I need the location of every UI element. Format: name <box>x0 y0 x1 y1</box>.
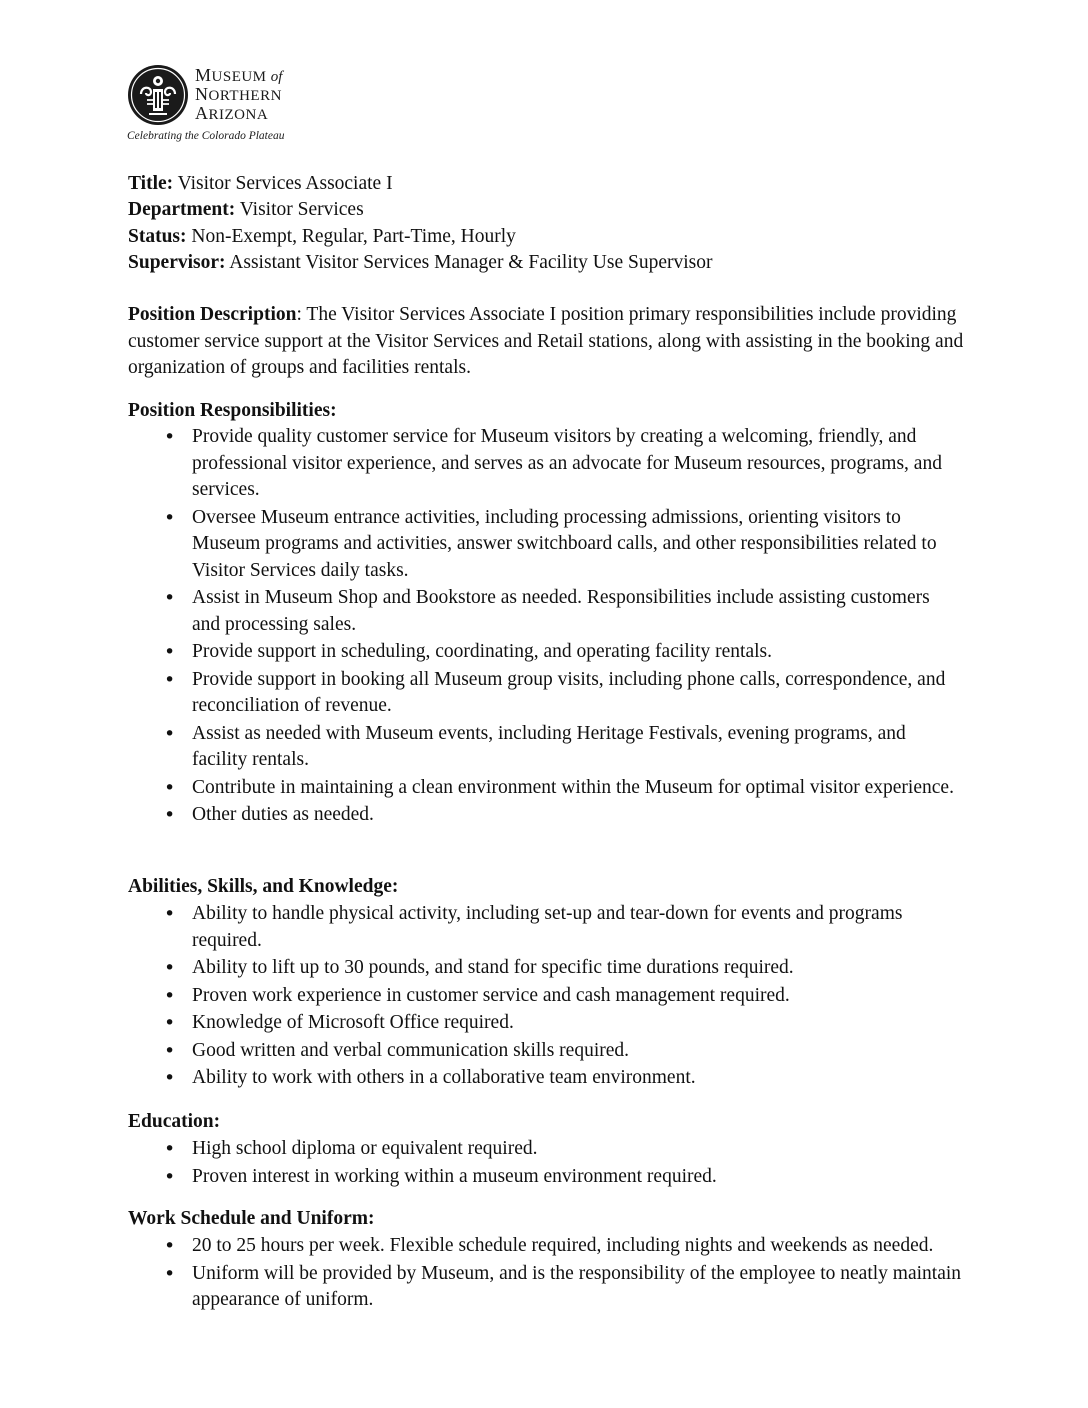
list-item: • Ability to handle physical activity, including set-up and tear-down for events and programs required. <box>0 901 962 954</box>
list-item: • Provide quality customer service for Museum visitors by creating a welcoming, friendly, and professional visitor experience, and serves as an advocate for Museum resources, programs, and services. <box>0 424 962 504</box>
list-item: • Provide support in scheduling, coordinating, and operating facility rentals. <box>0 639 962 666</box>
title-label: Title: <box>128 173 174 194</box>
list-item: • Ability to work with others in a collaborative team environment. <box>0 1065 962 1092</box>
supervisor-label: Supervisor: <box>128 252 226 273</box>
logo-of: of <box>270 69 283 85</box>
department-label: Department: <box>128 199 236 220</box>
department-value: Visitor Services <box>235 199 364 220</box>
abilities-heading: Abilities, Skills, and Knowledge: <box>128 876 399 897</box>
position-description-label: Position Description <box>128 304 297 325</box>
logo-text-arizona: ARIZONA <box>195 103 269 123</box>
list-item: • High school diploma or equivalent required. <box>0 1136 962 1163</box>
title-line <box>128 170 393 197</box>
list-item: • 20 to 25 hours per week. Flexible schedule required, including nights and weekends as needed. <box>0 1233 962 1260</box>
position-description <box>128 302 968 382</box>
supervisor-line <box>128 249 713 276</box>
status-label: Status: <box>128 226 187 247</box>
status-value: Non-Exempt, Regular, Part-Time, Hourly <box>186 226 516 247</box>
logo-text-northern: NORTHERN <box>195 84 282 104</box>
museum-logo <box>127 62 327 152</box>
list-item: • Ability to lift up to 30 pounds, and stand for specific time durations required. <box>0 955 962 982</box>
status-line <box>128 223 516 250</box>
education-heading: Education: <box>128 1111 221 1132</box>
list-item: • Knowledge of Microsoft Office required. <box>0 1010 962 1037</box>
title-value: Visitor Services Associate I <box>173 173 393 194</box>
list-item: • Good written and verbal communication skills required. <box>0 1038 962 1065</box>
logo-text-museum: MUSEUM of <box>195 65 283 85</box>
list-item: • Oversee Museum entrance activities, including processing admissions, orienting visitors to Museum programs and activities, answer switchboard calls, and other responsibilities related to Visitor Services daily tasks. <box>0 505 962 585</box>
list-item: • Other duties as needed. <box>0 802 962 829</box>
list-item: • Proven work experience in customer service and cash management required. <box>0 983 962 1010</box>
schedule-heading: Work Schedule and Uniform: <box>128 1208 375 1229</box>
department-line <box>128 196 364 223</box>
logo-tagline: Celebrating the Colorado Plateau <box>127 130 285 142</box>
logo-museum-word: USEUM <box>211 69 267 85</box>
list-item: • Contribute in maintaining a clean environment within the Museum for optimal visitor experience. <box>0 775 962 802</box>
schedule-list <box>0 1233 1000 1315</box>
supervisor-value: Assistant Visitor Services Manager & Facility Use Supervisor <box>225 252 713 273</box>
list-item: • Assist in Museum Shop and Bookstore as needed. Responsibilities include assisting customers and processing sales. <box>0 585 962 638</box>
list-item: • Provide support in booking all Museum group visits, including phone calls, correspondence, and reconciliation of revenue. <box>0 667 962 720</box>
abilities-list <box>0 901 1000 1093</box>
museum-emblem-icon <box>127 64 189 126</box>
responsibilities-list <box>0 424 1000 830</box>
list-item: • Proven interest in working within a museum environment required. <box>0 1164 962 1191</box>
list-item: • Uniform will be provided by Museum, and is the responsibility of the employee to neatly maintain appearance of uniform. <box>0 1261 962 1314</box>
responsibilities-heading: Position Responsibilities: <box>128 400 337 421</box>
list-item: • Assist as needed with Museum events, including Heritage Festivals, evening programs, and facility rentals. <box>0 721 962 774</box>
position-description-text: : The Visitor Services Associate I position primary responsibilities include providing customer service support at the Visitor Services and Retail stations, along with assisting in the booking and organization of groups and facilities rentals. <box>128 304 964 378</box>
education-list <box>0 1136 1000 1191</box>
